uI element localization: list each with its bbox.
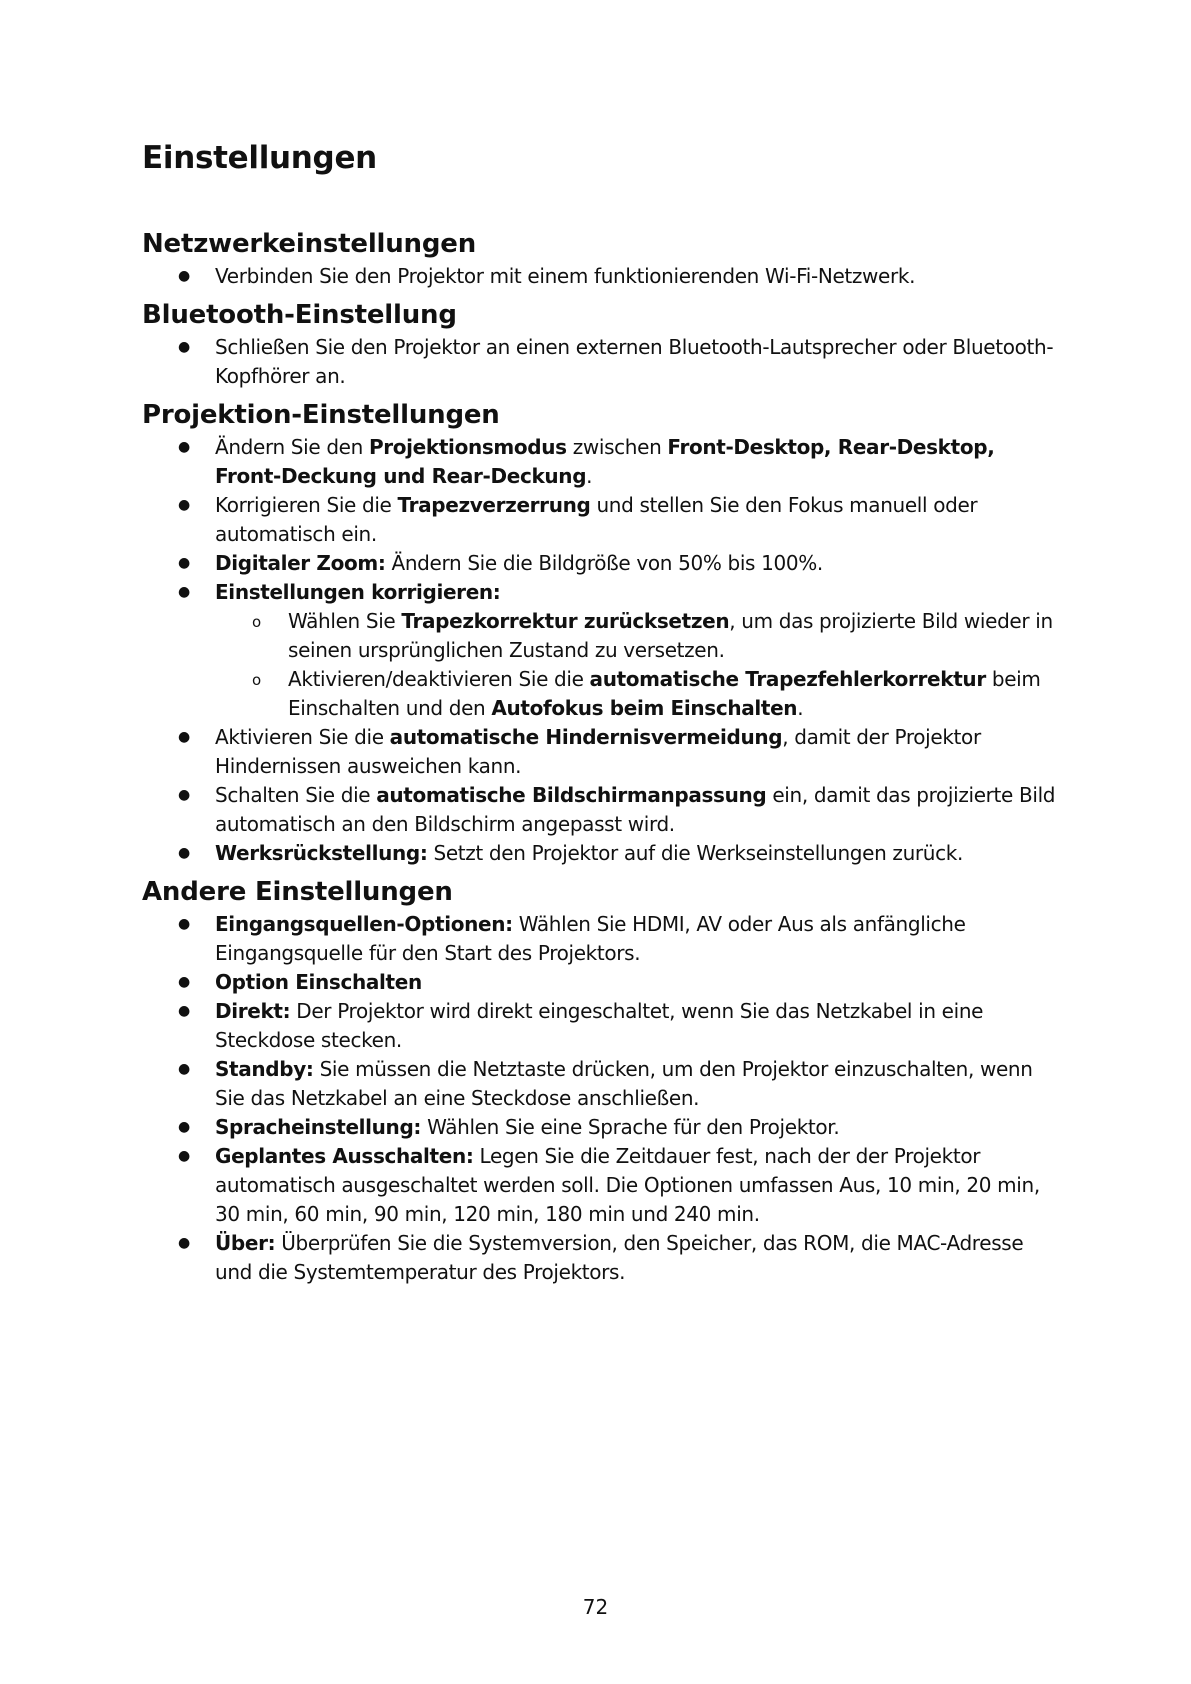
page-content	[142, 226, 1062, 1287]
list-item-obstacle-avoidance	[142, 723, 1062, 781]
text: Korrigieren Sie die	[215, 493, 398, 517]
bullet-icon: ●	[178, 1235, 190, 1251]
list-item-digital-zoom	[142, 549, 1062, 578]
circle-bullet-icon: o	[252, 671, 261, 689]
bold-text: Werksrückstellung:	[215, 841, 428, 865]
text: , damit der Projektor Hindernissen ausweichen kann.	[215, 725, 981, 778]
section-heading-network: Netzwerkeinstellungen	[142, 229, 477, 259]
bold-text: Eingangsquellen-Optionen:	[215, 912, 513, 936]
bold-text: Trapezkorrektur zurücksetzen	[401, 609, 730, 633]
list-item-power-on-option	[142, 968, 1062, 997]
list-item-projection-mode	[142, 433, 1062, 491]
network-list	[142, 262, 1062, 291]
bold-text: automatische Trapezfehlerkorrektur	[589, 667, 986, 691]
list-item-factory-reset	[142, 839, 1062, 868]
bullet-icon: ●	[178, 845, 190, 861]
text: Wählen Sie	[288, 609, 402, 633]
bold-text: Direkt:	[215, 999, 291, 1023]
circle-bullet-icon: o	[252, 613, 261, 631]
list-item	[142, 262, 1062, 291]
text: .	[797, 696, 804, 720]
list-item-standby	[142, 1055, 1062, 1113]
text: Schalten Sie die	[215, 783, 377, 807]
list-item-text: Schließen Sie den Projektor an einen externen Bluetooth-Lautsprecher oder Bluetooth-Kopfhörer an.	[215, 335, 1054, 388]
bold-text: automatische Bildschirmanpassung	[376, 783, 767, 807]
text: Wählen Sie HDMI, AV oder Aus als anfängliche Eingangsquelle für den Start des Projektors.	[215, 912, 966, 965]
text: ein, damit das projizierte Bild automatisch an den Bildschirm angepasst wird.	[215, 783, 1056, 836]
list-item-screen-fit	[142, 781, 1062, 839]
bullet-icon: ●	[178, 916, 190, 932]
list-item-correction-settings	[142, 578, 1062, 723]
list-item-input-source	[142, 910, 1062, 968]
bullet-icon: ●	[178, 497, 190, 513]
text: Aktivieren/deaktivieren Sie die	[288, 667, 590, 691]
list-item-language	[142, 1113, 1062, 1142]
bullet-icon: ●	[178, 339, 190, 355]
page-title: Einstellungen	[142, 140, 377, 176]
text: Legen Sie die Zeitdauer fest, nach der der Projektor automatisch ausgeschaltet werden soll. Die Optionen umfassen Aus, 10 min, 20 min, 30 min, 60 min, 90 min, 120 min, 180 min und 240 min.	[215, 1144, 1040, 1226]
bullet-icon: ●	[178, 974, 190, 990]
bullet-icon: ●	[178, 584, 190, 600]
text: Setzt den Projektor auf die Werkseinstellungen zurück.	[427, 841, 963, 865]
other-list	[142, 910, 1062, 1287]
sublist-item-auto-keystone	[215, 665, 1062, 723]
text: beim Einschalten und den	[288, 667, 1041, 720]
text: Der Projektor wird direkt eingeschaltet, wenn Sie das Netzkabel in eine Steckdose stecken.	[215, 999, 984, 1052]
text: , um das projizierte Bild wieder in seinen ursprünglichen Zustand zu versetzen.	[288, 609, 1053, 662]
page-number: 72	[582, 1595, 609, 1619]
bold-text: Geplantes Ausschalten:	[215, 1144, 474, 1168]
projection-list	[142, 433, 1062, 868]
bold-text: Option Einschalten	[215, 970, 422, 994]
list-item-direct	[142, 997, 1062, 1055]
bullet-icon: ●	[178, 729, 190, 745]
text: zwischen	[566, 435, 668, 459]
bold-text: Front-Desktop, Rear-Desktop, Front-Deckung und Rear-Deckung	[215, 435, 995, 488]
bold-text: Standby:	[215, 1057, 314, 1081]
list-item	[142, 333, 1062, 391]
correction-sublist	[215, 607, 1062, 723]
bold-text: Autofokus beim Einschalten	[491, 696, 798, 720]
text: Wählen Sie eine Sprache für den Projektor.	[421, 1115, 840, 1139]
bold-text: Trapezverzerrung	[397, 493, 591, 517]
list-item-keystone	[142, 491, 1062, 549]
section-heading-projection: Projektion-Einstellungen	[142, 400, 500, 430]
bullet-icon: ●	[178, 1148, 190, 1164]
text: .	[586, 464, 593, 488]
bold-text: Spracheinstellung:	[215, 1115, 422, 1139]
bold-text: Digitaler Zoom:	[215, 551, 386, 575]
bold-text: automatische Hindernisvermeidung	[389, 725, 783, 749]
bullet-icon: ●	[178, 1003, 190, 1019]
bullet-icon: ●	[178, 787, 190, 803]
text: Ändern Sie die Bildgröße von 50% bis 100%.	[385, 551, 823, 575]
text: Aktivieren Sie die	[215, 725, 390, 749]
text: Ändern Sie den	[215, 435, 369, 459]
bullet-icon: ●	[178, 268, 190, 284]
list-item-text: Verbinden Sie den Projektor mit einem funktionierenden Wi-Fi-Netzwerk.	[215, 264, 916, 288]
sublist-item-reset-keystone	[215, 607, 1062, 665]
bluetooth-list	[142, 333, 1062, 391]
text: Sie müssen die Netztaste drücken, um den Projektor einzuschalten, wenn Sie das Netzkabel an eine Steckdose anschließen.	[215, 1057, 1033, 1110]
text: Überprüfen Sie die Systemversion, den Speicher, das ROM, die MAC-Adresse und die Systemtemperatur des Projektors.	[215, 1231, 1024, 1284]
bullet-icon: ●	[178, 555, 190, 571]
list-item-about	[142, 1229, 1062, 1287]
section-heading-bluetooth: Bluetooth-Einstellung	[142, 300, 457, 330]
bullet-icon: ●	[178, 439, 190, 455]
bold-text: Über:	[215, 1231, 276, 1255]
text: und stellen Sie den Fokus manuell oder automatisch ein.	[215, 493, 978, 546]
section-heading-other: Andere Einstellungen	[142, 877, 453, 907]
list-item-scheduled-shutdown	[142, 1142, 1062, 1229]
bold-text: Projektionsmodus	[368, 435, 567, 459]
bullet-icon: ●	[178, 1119, 190, 1135]
bullet-icon: ●	[178, 1061, 190, 1077]
bold-text: Einstellungen korrigieren:	[215, 580, 501, 604]
